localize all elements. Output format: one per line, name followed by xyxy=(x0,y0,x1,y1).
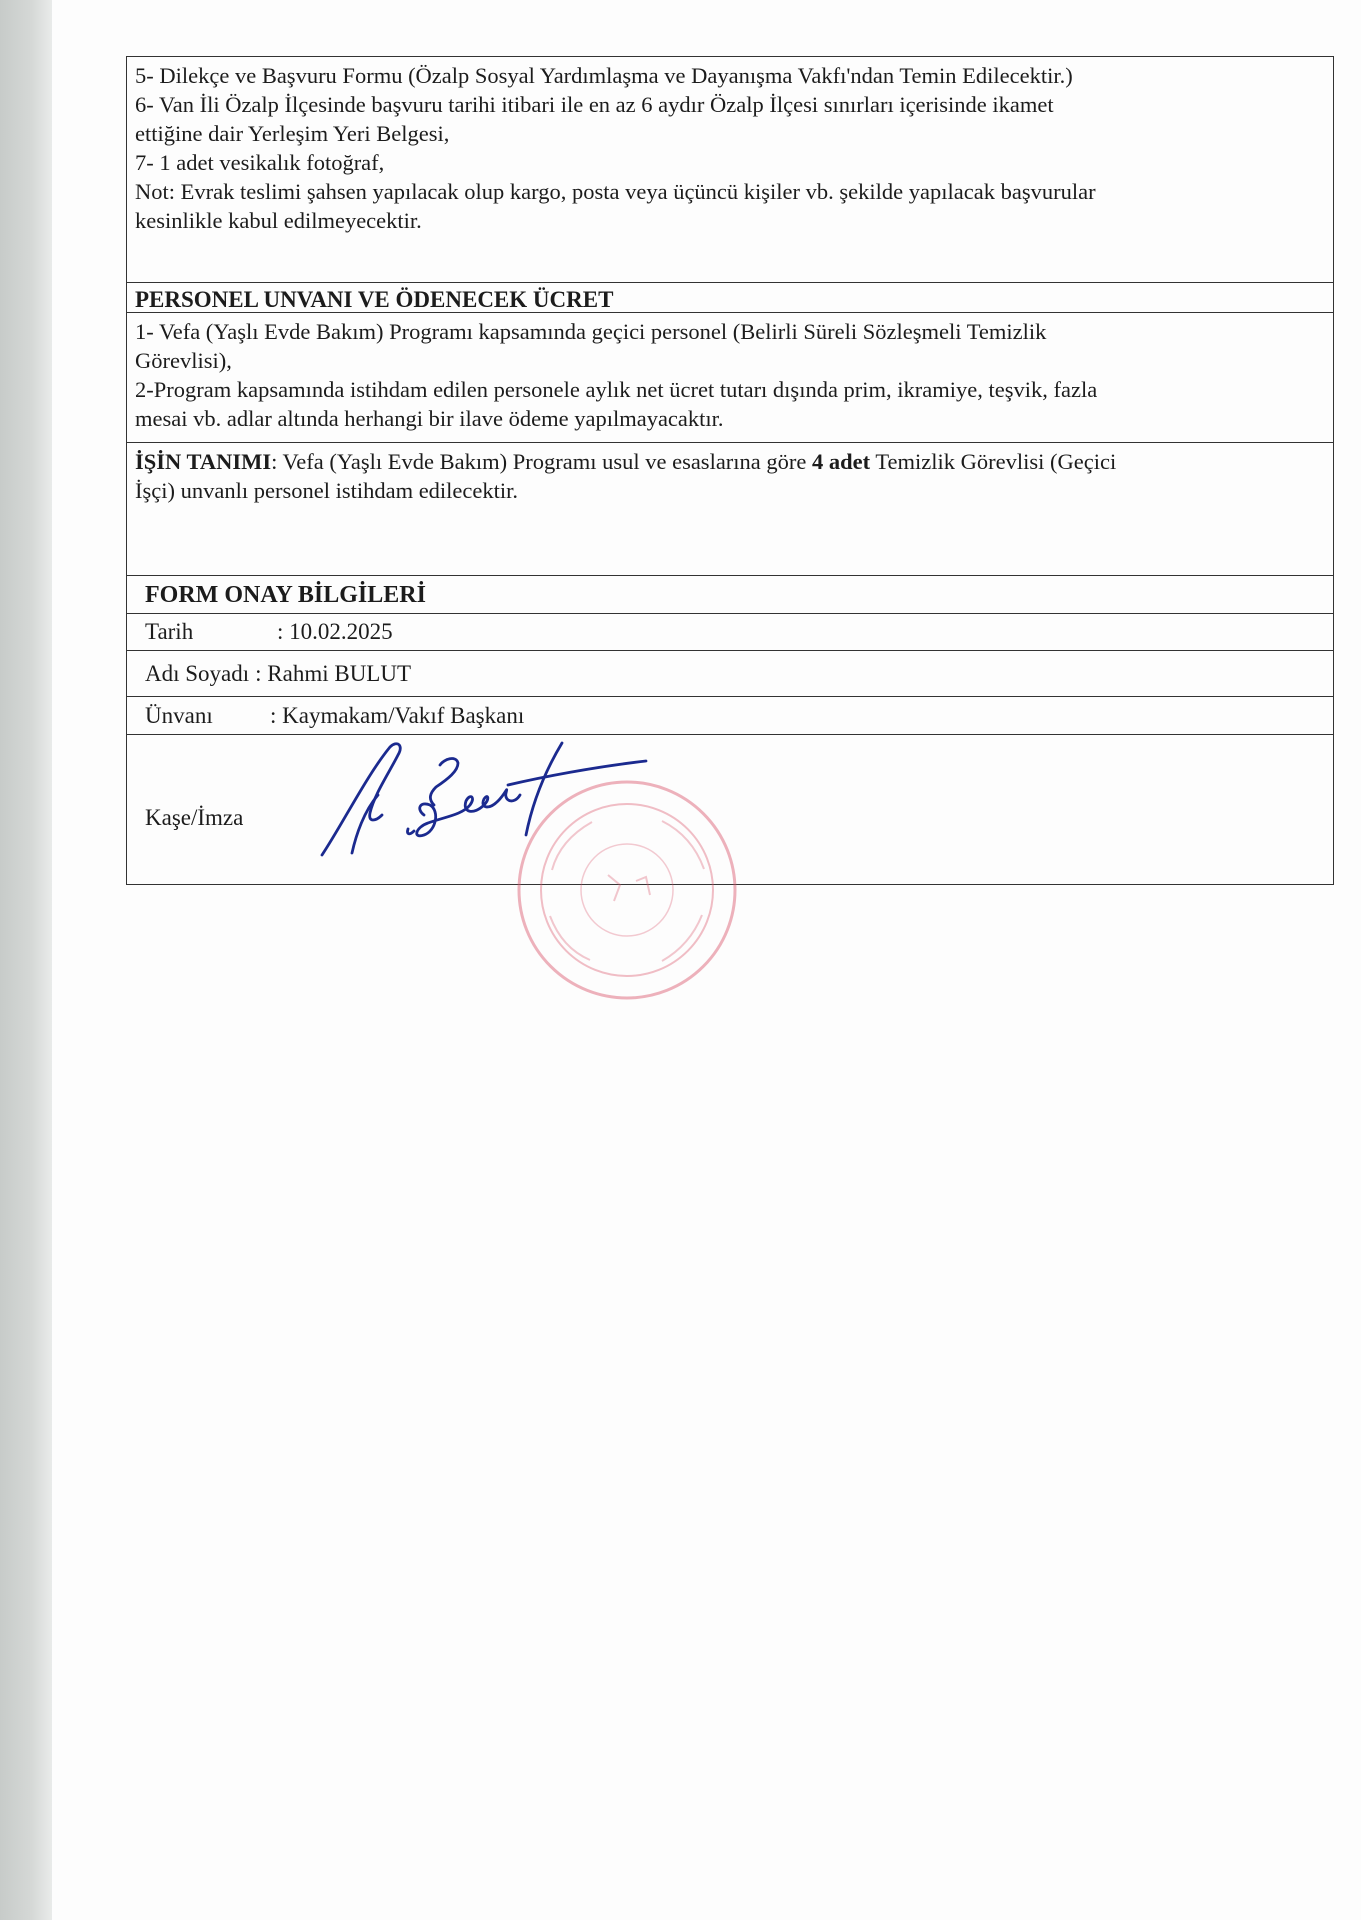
note-text: Not: Evrak teslimi şahsen yapılacak olup kargo, posta veya üçüncü kişiler vb. şekilde yapılacak başvurular xyxy=(135,179,1096,204)
title-row xyxy=(127,697,1333,735)
job-definition-text: İŞİN TANIMI: Vefa (Yaşlı Evde Bakım) Programı usul ve esaslarına göre 4 adet Temizlik Görevlisi (Geçici xyxy=(135,449,1117,474)
personnel-section xyxy=(127,313,1333,443)
date-label: Tarih xyxy=(145,619,194,644)
personnel-item-1-cont: Görevlisi), xyxy=(135,348,232,373)
job-definition-text-cont: İşçi) unvanlı personel istihdam edilecektir. xyxy=(135,478,519,503)
personnel-item-2-cont: mesai vb. adlar altında herhangi bir ilave ödeme yapılmayacaktır. xyxy=(135,406,724,431)
title-value: : Kaymakam/Vakıf Başkanı xyxy=(270,702,525,728)
note-text-cont: kesinlikle kabul edilmeyecektir. xyxy=(135,208,422,233)
signature-icon xyxy=(312,735,652,885)
requirement-item-5: 5- Dilekçe ve Başvuru Formu (Özalp Sosyal Yardımlaşma ve Dayanışma Vakfı'ndan Temin Edilecektir.) xyxy=(135,63,1073,88)
requirement-item-6: 6- Van İli Özalp İlçesinde başvuru tarihi itibari ile en az 6 aydır Özalp İlçesi sınırları içerisinde ikamet xyxy=(135,92,1054,117)
job-definition-label: İŞİN TANIMI xyxy=(135,449,272,474)
stamp-signature-label: Kaşe/İmza xyxy=(145,805,244,830)
title-label: Ünvanı xyxy=(145,702,213,728)
job-definition-section xyxy=(127,443,1333,576)
name-row xyxy=(127,651,1333,697)
personnel-item-2: 2-Program kapsamında istihdam edilen personele aylık net ücret tutarı dışında prim, ikramiye, teşvik, fazla xyxy=(135,377,1098,402)
job-count: 4 adet xyxy=(812,449,871,474)
personnel-heading: PERSONEL UNVANI VE ÖDENECEK ÜCRET xyxy=(127,283,1333,313)
date-row xyxy=(127,614,1333,651)
name-value: : Rahmi BULUT xyxy=(255,660,412,686)
requirement-item-7: 7- 1 adet vesikalık fotoğraf, xyxy=(135,150,385,175)
form-approval-title: FORM ONAY BİLGİLERİ xyxy=(127,576,1333,614)
signature-row xyxy=(127,735,1333,885)
scan-edge xyxy=(0,0,52,1920)
personnel-item-1: 1- Vefa (Yaşlı Evde Bakım) Programı kapsamında geçici personel (Belirli Süreli Sözleşmeli Temizlik xyxy=(135,319,1047,344)
date-value: : 10.02.2025 xyxy=(277,619,393,644)
form-table xyxy=(126,56,1334,885)
requirements-section xyxy=(127,57,1333,283)
name-label: Adı Soyadı xyxy=(145,660,250,686)
requirement-item-6-cont: ettiğine dair Yerleşim Yeri Belgesi, xyxy=(135,121,450,146)
